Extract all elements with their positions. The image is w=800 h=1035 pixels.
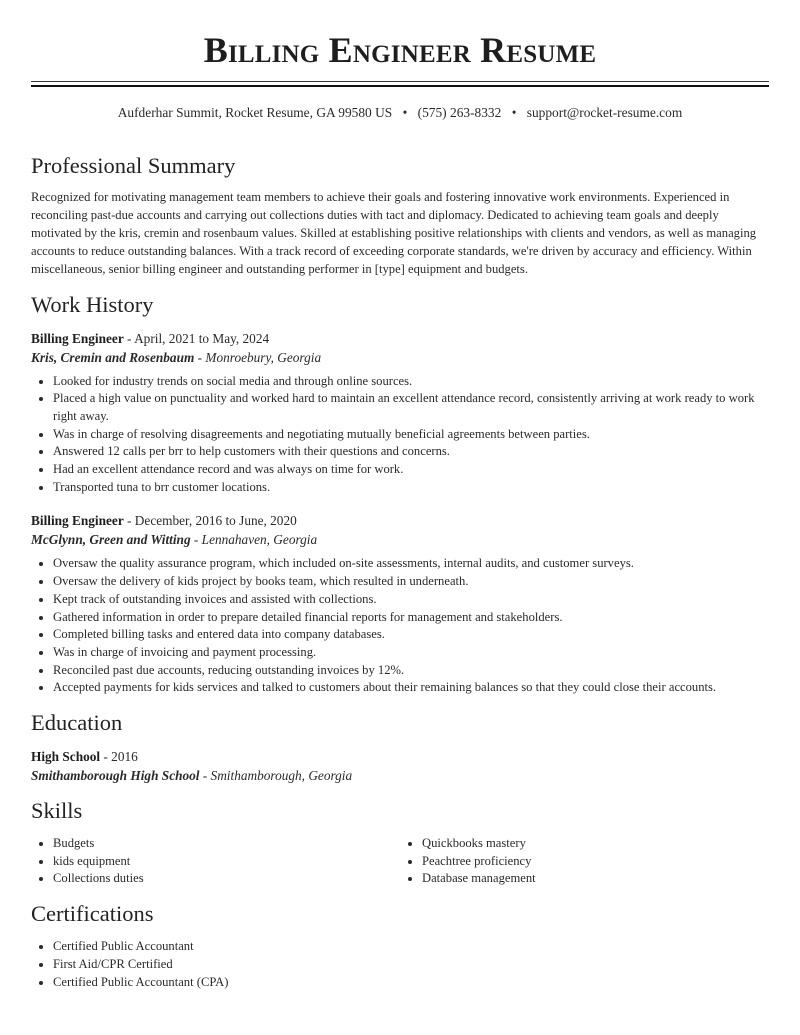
job-dates: - April, 2021 to May, 2024: [123, 330, 270, 346]
list-item: • Placed a high value on punctuality and worked hard to maintain an excellent attendance record, consistently arriving at work ready to work right away.: [53, 390, 769, 425]
list-item: • Transported tuna to brr customer locations.: [53, 479, 769, 497]
job-location: - Lennahaven, Georgia: [190, 532, 318, 548]
resume-title: Billing Engineer Resume: [203, 30, 597, 70]
degree-line: [31, 747, 769, 766]
summary-section: [31, 152, 769, 279]
contact-line: [31, 104, 769, 122]
skills-left-column: [31, 835, 400, 888]
skill-item: • Budgets: [53, 835, 400, 853]
section-heading-education: Education: [31, 710, 123, 736]
list-item: • Accepted payments for kids services and talked to customers about their remaining balances so that they could close their accounts.: [53, 679, 769, 697]
graduation-year: - 2016: [100, 749, 138, 765]
list-item: • Oversaw the delivery of kids project by books team, which resulted in underneath.: [53, 573, 769, 591]
list-item: • Looked for industry trends on social media and through online sources.: [53, 373, 769, 391]
skills-section: [31, 797, 769, 888]
list-item: • Oversaw the quality assurance program, which included on-site assessments, internal audits, and customer surveys.: [53, 555, 769, 573]
job-company: McGlynn, Green and Witting: [31, 532, 191, 548]
job-title-line: [31, 511, 769, 530]
school-line: [31, 766, 769, 785]
skills-right-column: [400, 835, 769, 888]
bullet-separator: •: [402, 105, 408, 120]
list-item: • Kept track of outstanding invoices and assisted with collections.: [53, 591, 769, 609]
contact-phone: (575) 263-8332: [417, 105, 502, 120]
skill-item: • Quickbooks mastery: [422, 835, 769, 853]
skill-item: • Peachtree proficiency: [422, 853, 769, 871]
job-title: Billing Engineer: [31, 330, 124, 346]
job-company: Kris, Cremin and Rosenbaum: [31, 349, 195, 365]
degree: High School: [31, 749, 101, 765]
header-double-rule: [31, 81, 769, 87]
certification-item: • First Aid/CPR Certified: [53, 956, 769, 974]
section-heading-certifications: Certifications: [31, 901, 154, 927]
education-entry: [31, 747, 769, 785]
section-heading-summary: Professional Summary: [31, 153, 236, 178]
summary-text: Recognized for motivating management team members to achieve their goals and fostering innovative work environments. Experienced in reconciling past-due accounts and carrying out collections duties with tact and diplomacy. Dedicated to achieving team goals and deeply motivated by the kris, cremin and rosenbaum values. Skilled at establishing positive relationships with clients and vendors, as well as managing accounts to reduce outstanding balances. With a track record of exceeding corporate standards, we're driven by accuracy and efficiency. Within miscellaneous, senior billing engineer and outstanding performer in [type] equipment and budgets.: [31, 190, 757, 276]
list-item: • Was in charge of invoicing and payment processing.: [53, 644, 769, 662]
job-entry: [31, 329, 769, 497]
list-item: • Gathered information in order to prepare detailed financial reports for management and stakeholders.: [53, 609, 769, 627]
list-item: • Was in charge of resolving disagreements and negotiating mutually beneficial agreements between parties.: [53, 426, 769, 444]
job-company-line: [31, 530, 769, 549]
certification-item: • Certified Public Accountant: [53, 938, 769, 956]
work-history-section: [31, 291, 769, 698]
section-heading-skills: Skills: [31, 798, 83, 824]
skill-item: • Database management: [422, 870, 769, 888]
list-item: • Completed billing tasks and entered data into company databases.: [53, 626, 769, 644]
list-item: • Reconciled past due accounts, reducing outstanding invoices by 12%.: [53, 662, 769, 680]
job-title: Billing Engineer: [31, 513, 124, 529]
list-item: • Had an excellent attendance record and was always on time for work.: [53, 461, 769, 479]
certifications-section: [31, 900, 769, 991]
job-location: - Monroebury, Georgia: [194, 349, 322, 365]
school-name: Smithamborough High School: [31, 768, 200, 784]
contact-address: Aufderhar Summit, Rocket Resume, GA 99580 US: [117, 105, 393, 120]
skill-item: • Collections duties: [53, 870, 400, 888]
job-title-line: [31, 329, 769, 348]
section-heading-work-history: Work History: [31, 291, 154, 317]
job-dates: - December, 2016 to June, 2020: [123, 513, 297, 529]
certifications-list: [31, 938, 769, 991]
job-entry: [31, 511, 769, 697]
job-company-line: [31, 348, 769, 367]
rule-thick: [31, 85, 769, 87]
job-bullets: [31, 373, 769, 497]
bullet-separator: •: [511, 105, 517, 120]
certification-item: • Certified Public Accountant (CPA): [53, 974, 769, 992]
contact-email: support@rocket-resume.com: [526, 105, 683, 120]
skills-columns: [31, 835, 769, 888]
school-location: - Smithamborough, Georgia: [199, 768, 353, 784]
skill-item: • kids equipment: [53, 853, 400, 871]
education-section: [31, 709, 769, 785]
list-item: • Answered 12 calls per brr to help customers with their questions and concerns.: [53, 443, 769, 461]
job-bullets: [31, 555, 769, 697]
rule-thin: [31, 81, 769, 82]
